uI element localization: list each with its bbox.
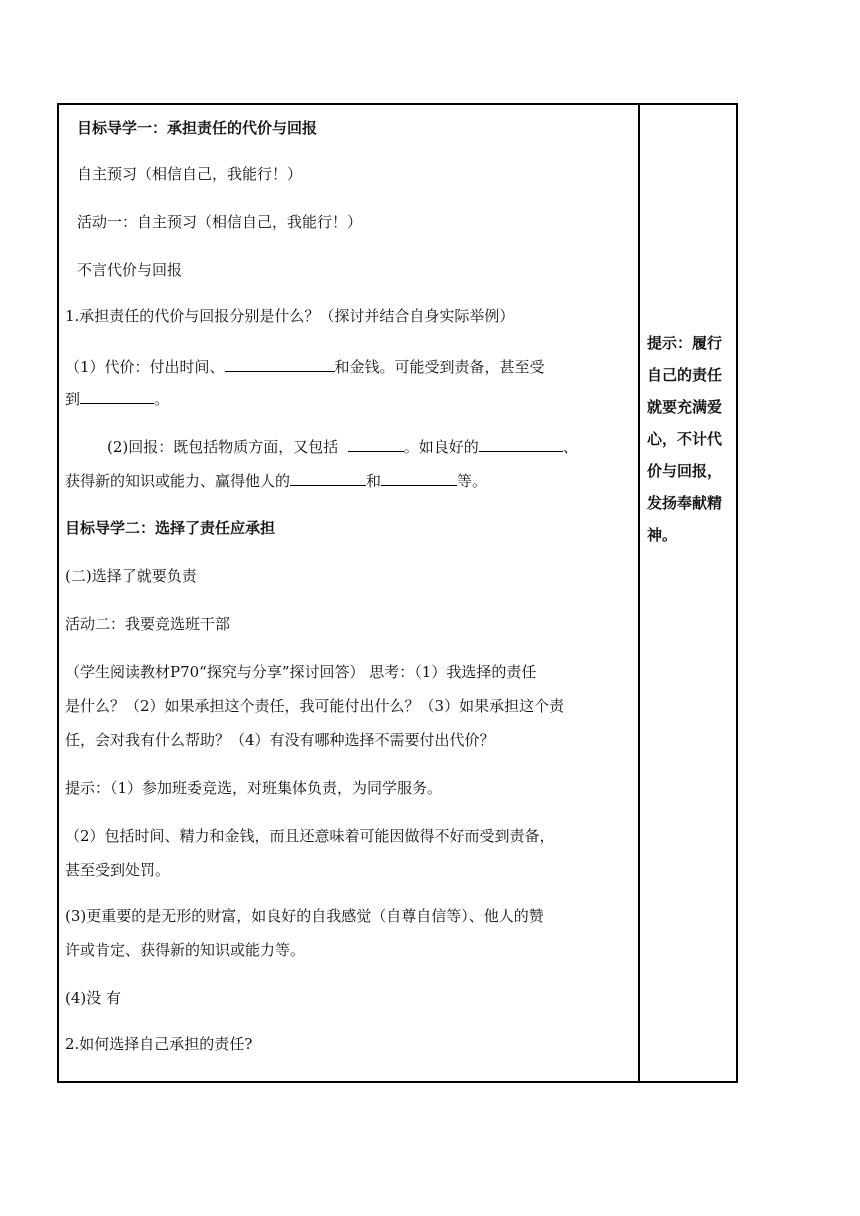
reward-text-f: 等。 (457, 472, 488, 490)
self-study-line: 自主预习（相信自己，我能行！） (77, 165, 303, 183)
heading-goal-2: 目标导学二：选择了责任应承担 (65, 519, 276, 537)
question-2: 2.如何选择自己承担的责任? (65, 1035, 253, 1053)
side-note: 提示：履行自己的责任就要充满爱心，不计代价与回报，发扬奉献精神。 (647, 334, 723, 544)
hint-line-3a: (3)更重要的是无形的财富，如良好的自我感觉（自尊自信等）、他人的赞 (65, 907, 544, 925)
hint-line-3b: 许或肯定、获得新的知识或能力等。 (65, 941, 306, 959)
blank-field[interactable] (381, 469, 457, 486)
cost-text-d: 。 (154, 390, 170, 408)
cost-text-b: 和金钱。可能受到责备，甚至受 (334, 358, 545, 376)
think-line-3: 任，会对我有什么帮助？（4）有没有哪种选择不需要付出代价？ (65, 731, 495, 749)
cost-text-a: （1）代价：付出时间、 (65, 358, 225, 376)
reward-text-e: 和 (366, 472, 382, 490)
lesson-table (57, 103, 738, 1083)
section-2-title: (二)选择了就要负责 (65, 567, 197, 585)
main-column (59, 105, 640, 1081)
reward-text-a: (2)回报：既包括物质方面，又包括 (107, 438, 339, 456)
heading-goal-1: 目标导学一：承担责任的代价与回报 (77, 119, 318, 137)
cost-line (65, 355, 630, 378)
reward-line (107, 435, 630, 458)
hint-line-1: 提示：（1）参加班委竞选，对班集体负责，为同学服务。 (65, 779, 443, 797)
question-1: 1.承担责任的代价与回报分别是什么？（探讨并结合自身实际举例） (65, 307, 515, 325)
hint-line-2a: （2）包括时间、精力和金钱，而且还意味着可能因做得不好而受到责备， (65, 827, 555, 845)
think-line-2: 是什么？（2）如果承担这个责任，我可能付出什么？（3）如果承担这个责 (65, 697, 565, 715)
activity-2-line: 活动二：我要竞选班干部 (65, 615, 231, 633)
reward-text-b: 。如良好的 (403, 438, 479, 456)
reward-line-2 (65, 469, 630, 492)
activity-1-line: 活动一：自主预习（相信自己，我能行！） (77, 213, 363, 231)
blank-field[interactable] (290, 469, 366, 486)
think-line-1: （学生阅读教材P70“探究与分享”探讨回答） 思考：（1）我选择的责任 (65, 663, 537, 681)
cost-line-2 (65, 387, 630, 410)
hint-line-2b: 甚至受到处罚。 (65, 861, 171, 879)
hint-line-4: (4)没 有 (65, 989, 122, 1007)
no-cost-line: 不言代价与回报 (77, 261, 183, 279)
blank-field[interactable] (348, 435, 404, 452)
blank-field[interactable] (80, 387, 154, 404)
reward-text-c: 、 (562, 438, 578, 456)
reward-text-d: 获得新的知识或能力、赢得他人的 (65, 472, 291, 490)
blank-field[interactable] (225, 355, 335, 372)
blank-field[interactable] (479, 435, 563, 452)
side-column (640, 105, 736, 1081)
cost-text-c: 到 (65, 390, 81, 408)
